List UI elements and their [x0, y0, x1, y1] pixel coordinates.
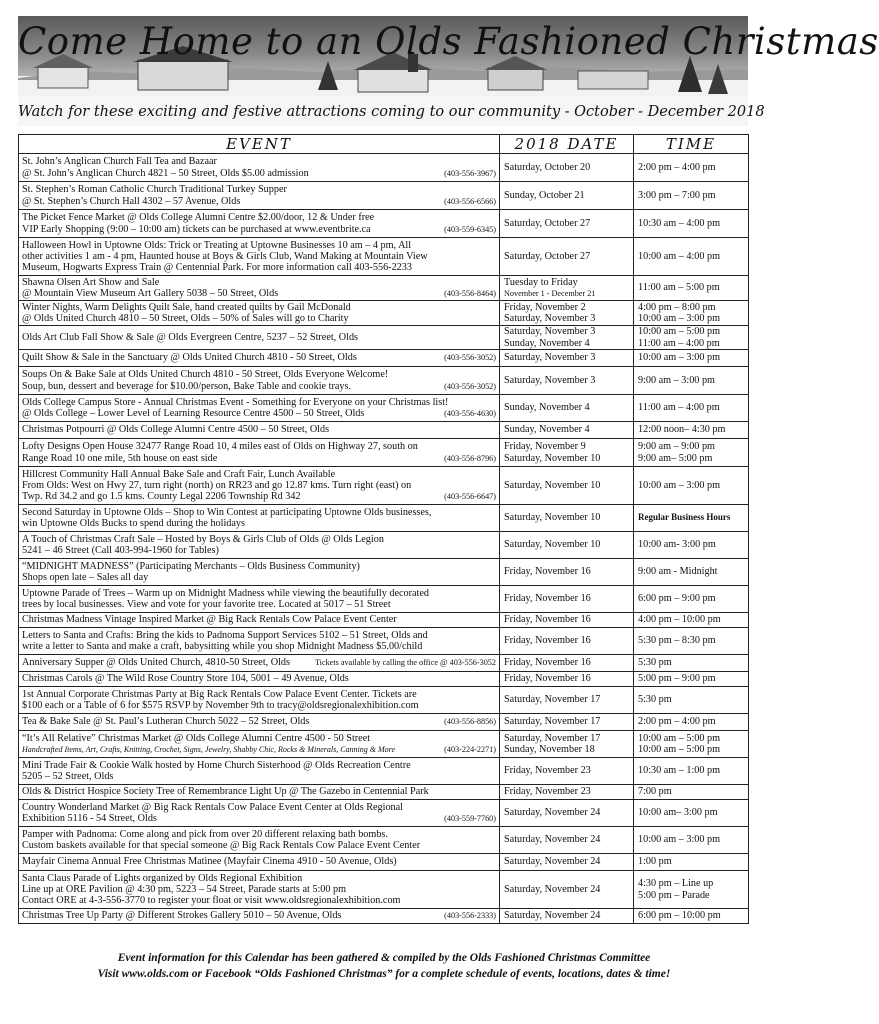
table-row	[19, 687, 749, 714]
table-row	[19, 210, 749, 238]
event-cell	[19, 276, 500, 301]
footer-line-2: Visit www.olds.com or Facebook “Olds Fashioned Christmas” for a complete schedule of events, locations, dates & time!	[97, 968, 671, 980]
time-cell	[634, 505, 749, 532]
date-cell	[500, 655, 634, 672]
date-line: Friday, November 16	[504, 673, 591, 685]
event-line: Santa Claus Parade of Lights organized by Olds Regional Exhibition	[22, 872, 303, 884]
table-row	[19, 827, 749, 854]
table-header-row	[19, 135, 749, 154]
table-row	[19, 731, 749, 758]
event-line: write a letter to Santa and make a craft, babysitting while you shop Midnight Madness $5.00/child	[22, 641, 423, 652]
table-row	[19, 505, 749, 532]
date-cell	[500, 714, 634, 731]
event-line: Twp. Rd 34.2 and go 1.5 kms. County Legal 2206 Township Rd 342	[22, 491, 301, 503]
date-cell	[500, 731, 634, 758]
time-cell	[634, 154, 749, 182]
event-line: Contact ORE at 4-3-556-3770 to register your float or visit www.oldsregionalexhibition.com	[22, 895, 401, 907]
banner-title: Come Home to an Olds Fashioned Christmas	[18, 20, 879, 63]
date-line: Saturday, November 24	[504, 807, 601, 819]
time-cell	[634, 687, 749, 714]
date-line: Friday, November 23	[504, 786, 591, 798]
phone-number: (403-556-4630)	[444, 409, 496, 418]
date-cell	[500, 687, 634, 714]
event-line: A Touch of Christmas Craft Sale – Hosted by Boys & Girls Club of Olds @ Olds Legion	[22, 533, 384, 545]
time-line: 5:30 pm	[638, 657, 672, 669]
time-cell	[634, 672, 749, 687]
event-line: @ St. John’s Anglican Church 4821 – 50 Street, Olds $5.00 admission	[22, 167, 309, 179]
date-line: Saturday, November 24	[504, 910, 601, 922]
event-line: Winter Nights, Warm Delights Quilt Sale, hand created quilts by Gail McDonald	[22, 301, 351, 313]
phone-number: (403-556-6566)	[444, 196, 496, 206]
event-line: St. John’s Anglican Church Fall Tea and Bazaar	[22, 156, 217, 168]
time-line: 5:30 pm – 8:30 pm	[638, 635, 716, 647]
event-line: Christmas Carols @ The Wild Rose Country Store 104, 5001 – 49 Avenue, Olds	[22, 673, 349, 685]
date-line: Saturday, October 20	[504, 161, 591, 173]
table-row	[19, 800, 749, 827]
event-cell	[19, 871, 500, 909]
date-cell	[500, 628, 634, 655]
table-row	[19, 422, 749, 439]
event-cell	[19, 672, 500, 687]
time-line: 6:00 pm – 9:00 pm	[638, 593, 716, 605]
phone-number: (403-556-2333)	[444, 911, 496, 921]
event-line: Museum, Hogwarts Express Train @ Centennial Park. For more information call 403-556-2233	[22, 262, 412, 274]
header-time: TIME	[634, 135, 749, 154]
event-line: @ Olds College – Lower Level of Learning Resource Centre 4500 – 50 Street, Olds	[22, 408, 365, 419]
time-cell	[634, 909, 749, 924]
event-cell	[19, 758, 500, 785]
time-cell	[634, 785, 749, 800]
event-line: Second Saturday in Uptowne Olds – Shop to Win Contest at participating Uptowne Olds businesses,	[22, 506, 432, 518]
time-cell	[634, 827, 749, 854]
header-date: 2018 DATE	[500, 135, 634, 154]
date-line: Friday, November 16	[504, 566, 591, 578]
time-cell	[634, 326, 749, 350]
event-cell	[19, 467, 500, 505]
date-cell	[500, 301, 634, 326]
date-cell	[500, 422, 634, 439]
date-line: Friday, November 16	[504, 657, 591, 669]
time-cell	[634, 800, 749, 827]
date-line: Saturday, November 24	[504, 883, 601, 895]
footer-line-1: Event information for this Calendar has been gathered & compiled by the Olds Fashioned Christmas Committee	[117, 952, 651, 964]
date-cell	[500, 350, 634, 367]
phone-number: (403-556-3052)	[444, 381, 496, 391]
time-line: 4:00 pm – 8:00 pm	[638, 301, 716, 313]
time-line: 2:00 pm – 4:00 pm	[638, 161, 716, 173]
time-line: 5:00 pm – Parade	[638, 889, 710, 901]
date-line: Friday, November 23	[504, 765, 591, 777]
event-cell	[19, 854, 500, 871]
date-line: Saturday, October 27	[504, 250, 591, 262]
time-cell	[634, 714, 749, 731]
table-row	[19, 586, 749, 613]
event-line: Quilt Show & Sale in the Sanctuary @ Olds United Church 4810 - 50 Street, Olds	[22, 352, 357, 364]
time-line: 11:00 am – 5:00 pm	[638, 282, 720, 294]
event-line: Hillcrest Community Hall Annual Bake Sale and Craft Fair, Lunch Available	[22, 468, 336, 480]
event-line: Soups On & Bake Sale at Olds United Church 4810 - 50 Street, Olds Everyone Welcome!	[22, 369, 389, 381]
time-cell	[634, 655, 749, 672]
event-line: Christmas Madness Vintage Inspired Market @ Big Rack Rentals Cow Palace Event Center	[22, 614, 397, 626]
event-cell	[19, 559, 500, 586]
event-line: 1st Annual Corporate Christmas Party at Big Rack Rentals Cow Palace Event Center. Tickets are	[22, 688, 417, 700]
table-row	[19, 559, 749, 586]
phone-number: (403-556-3052)	[444, 353, 496, 363]
date-line: Saturday, November 3	[504, 352, 596, 364]
time-line: 4:00 pm – 10:00 pm	[638, 614, 721, 626]
date-cell	[500, 827, 634, 854]
date-line: Saturday, November 17	[504, 732, 601, 744]
event-cell	[19, 505, 500, 532]
date-cell	[500, 326, 634, 350]
date-line: Saturday, November 10	[504, 479, 601, 491]
time-line: 10:00 am – 3:00 pm	[638, 479, 721, 491]
event-line: Shawna Olsen Art Show and Sale	[22, 276, 160, 288]
date-line: Saturday, November 17	[504, 716, 601, 728]
date-line: Saturday, November 17	[504, 694, 601, 706]
event-cell	[19, 238, 500, 276]
event-line: Soup, bun, dessert and beverage for $10.00/person, Bake Table and cookie trays.	[22, 380, 351, 392]
date-cell	[500, 854, 634, 871]
table-row	[19, 326, 749, 350]
time-line: 10:00 am – 5:00 pm	[638, 326, 721, 338]
time-cell	[634, 854, 749, 871]
time-line: 5:00 pm – 9:00 pm	[638, 673, 716, 685]
time-cell	[634, 439, 749, 467]
event-line: Anniversary Supper @ Olds United Church, 4810-50 Street, Olds	[22, 657, 290, 669]
date-cell	[500, 586, 634, 613]
table-row	[19, 871, 749, 909]
event-cell	[19, 301, 500, 326]
phone-number: (403-559-6345)	[444, 224, 496, 234]
phone-number: Tickets available by calling the office @ 403-556-3052	[314, 658, 496, 668]
time-cell	[634, 182, 749, 210]
event-cell	[19, 586, 500, 613]
time-line: 1:00 pm	[638, 856, 672, 868]
date-cell	[500, 871, 634, 909]
time-line: 10:30 am – 1:00 pm	[638, 765, 721, 777]
date-line: Saturday, October 27	[504, 217, 591, 229]
header-event: EVENT	[19, 135, 500, 154]
date-cell	[500, 238, 634, 276]
time-line: 4:30 pm – Line up	[638, 878, 714, 890]
date-line: Sunday, November 4	[504, 402, 590, 414]
event-line: 5205 – 52 Street, Olds	[22, 771, 114, 782]
events-table-body	[19, 154, 749, 924]
event-cell	[19, 532, 500, 559]
time-line: 10:00 am – 3:00 pm	[638, 352, 721, 364]
date-line: Tuesday to Friday	[504, 276, 578, 288]
event-line: Country Wonderland Market @ Big Rack Rentals Cow Palace Event Center at Olds Regional	[22, 801, 403, 813]
date-cell	[500, 276, 634, 301]
event-line: Mayfair Cinema Annual Free Christmas Matinee (Mayfair Cinema 4910 - 50 Avenue, Olds)	[22, 856, 397, 868]
time-line: 10:00 am– 3:00 pm	[638, 807, 718, 819]
date-line: Friday, November 2	[504, 301, 586, 313]
event-line: Christmas Potpourri @ Olds College Alumni Centre 4500 – 50 Street, Olds	[22, 424, 330, 436]
event-cell	[19, 350, 500, 367]
event-line: Olds & District Hospice Society Tree of Remembrance Light Up @ The Gazebo in Centennial Park	[22, 786, 429, 798]
event-cell	[19, 182, 500, 210]
phone-number: (403-556-8796)	[444, 453, 496, 463]
date-cell	[500, 613, 634, 628]
time-cell	[634, 367, 749, 395]
event-cell	[19, 800, 500, 827]
event-line: “MIDNIGHT MADNESS” (Participating Merchants – Olds Business Community)	[22, 560, 360, 572]
table-row	[19, 182, 749, 210]
event-cell	[19, 628, 500, 655]
event-line: “It’s All Relative” Christmas Market @ Olds College Alumni Centre 4500 - 50 Street	[22, 732, 371, 744]
time-line: 9:00 am – 9:00 pm	[638, 441, 715, 453]
date-line: Saturday, November 3	[504, 374, 596, 386]
event-line: @ Mountain View Museum Art Gallery 5038 – 50 Street, Olds	[22, 288, 279, 299]
event-cell	[19, 613, 500, 628]
event-line: other activities 1 am - 4 pm, Haunted house at Boys & Girls Club, Wand Making at Mountain View	[22, 250, 428, 262]
event-cell	[19, 714, 500, 731]
date-cell	[500, 154, 634, 182]
event-line: Tea & Bake Sale @ St. Paul’s Lutheran Church 5022 – 52 Street, Olds	[22, 716, 310, 728]
table-row	[19, 909, 749, 924]
time-cell	[634, 238, 749, 276]
time-cell	[634, 731, 749, 758]
time-line: 12:00 noon– 4:30 pm	[638, 424, 726, 436]
event-cell	[19, 422, 500, 439]
table-row	[19, 854, 749, 871]
banner-subtitle: Watch for these exciting and festive attractions coming to our community - October - December 2018	[18, 104, 765, 120]
event-line: @ St. Stephen’s Church Hall 4302 – 57 Avenue, Olds	[22, 195, 241, 207]
time-cell	[634, 871, 749, 909]
event-line: @ Olds United Church 4810 – 50 Street, Olds – 50% of Sales will go to Charity	[22, 313, 349, 324]
phone-number: (403-556-6647)	[444, 492, 496, 502]
table-row	[19, 301, 749, 326]
time-cell	[634, 350, 749, 367]
event-cell	[19, 439, 500, 467]
date-line: Saturday, November 10	[504, 539, 601, 551]
time-line: 9:00 am– 5:00 pm	[638, 452, 713, 464]
event-line: Christmas Tree Up Party @ Different Strokes Gallery 5010 – 50 Avenue, Olds	[22, 910, 342, 922]
event-cell	[19, 687, 500, 714]
event-cell	[19, 731, 500, 758]
date-line: Sunday, November 18	[504, 744, 595, 755]
event-cell	[19, 210, 500, 238]
event-line: Handcrafted Items, Art, Crafts, Knitting, Crochet, Signs, Jewelry, Shabby Chic, Rocks & Minerals, Canning & More	[22, 745, 396, 754]
time-line: 9:00 am - Midnight	[638, 566, 718, 578]
date-line: Friday, November 16	[504, 635, 591, 647]
time-line: 7:00 pm	[638, 786, 672, 798]
header-banner	[18, 16, 879, 126]
table-row	[19, 350, 749, 367]
date-line: Saturday, November 3	[504, 326, 596, 338]
date-cell	[500, 532, 634, 559]
date-cell	[500, 439, 634, 467]
table-row	[19, 655, 749, 672]
date-line: Sunday, November 4	[504, 337, 590, 349]
event-cell	[19, 395, 500, 422]
event-line: St. Stephen’s Roman Catholic Church Traditional Turkey Supper	[22, 184, 287, 196]
event-line: Mini Trade Fair & Cookie Walk hosted by Home Church Sisterhood @ Olds Recreation Centre	[22, 759, 411, 771]
time-line: 3:00 pm – 7:00 pm	[638, 189, 716, 201]
date-cell	[500, 467, 634, 505]
event-line: The Picket Fence Market @ Olds College Alumni Centre $2.00/door, 12 & Under free	[22, 212, 375, 224]
event-line: Line up at ORE Pavilion @ 4:30 pm, 5223 – 54 Street, Parade starts at 5:00 pm	[22, 883, 347, 895]
table-row	[19, 532, 749, 559]
time-line: 2:00 pm – 4:00 pm	[638, 716, 716, 728]
table-row	[19, 714, 749, 731]
event-line: Letters to Santa and Crafts: Bring the kids to Padnoma Support Services 5102 – 51 Street, Olds and	[22, 629, 428, 641]
time-line: 11:00 am – 4:00 pm	[638, 337, 720, 349]
date-line: Sunday, November 4	[504, 424, 590, 436]
event-cell	[19, 154, 500, 182]
time-line: 10:00 am – 5:00 pm	[638, 732, 721, 744]
table-row	[19, 613, 749, 628]
table-row	[19, 628, 749, 655]
table-row	[19, 367, 749, 395]
footer	[0, 950, 768, 982]
event-line: Olds Art Club Fall Show & Sale @ Olds Evergreen Centre, 5237 – 52 Street, Olds	[22, 331, 359, 343]
date-line: November 1 - December 21	[504, 289, 596, 298]
date-cell	[500, 785, 634, 800]
event-line: Lofty Designs Open House 32477 Range Road 10, 4 miles east of Olds on Highway 27, south on	[22, 441, 418, 453]
date-line: Saturday, November 3	[504, 313, 596, 324]
time-cell	[634, 532, 749, 559]
time-line: 10:00 am – 5:00 pm	[638, 744, 721, 755]
time-cell	[634, 301, 749, 326]
time-cell	[634, 758, 749, 785]
date-line: Saturday, November 24	[504, 856, 601, 868]
event-line: From Olds: West on Hwy 27, turn right (north) on RR23 and go 12.87 kms. Turn right (east) on	[22, 479, 412, 491]
date-line: Friday, November 9	[504, 441, 586, 453]
event-line: win Uptowne Olds Bucks to spend during the holidays	[22, 518, 245, 529]
event-cell	[19, 326, 500, 350]
time-cell	[634, 210, 749, 238]
table-row	[19, 395, 749, 422]
date-line: Saturday, November 24	[504, 834, 601, 846]
phone-number: (403-556-8856)	[444, 717, 496, 727]
event-cell	[19, 909, 500, 924]
phone-number: (403-556-3967)	[444, 168, 496, 178]
time-line: 10:00 am – 3:00 pm	[638, 834, 721, 846]
event-cell	[19, 367, 500, 395]
event-line: Exhibition 5116 - 54 Street, Olds	[22, 813, 157, 824]
time-cell	[634, 613, 749, 628]
event-line: Halloween Howl in Uptowne Olds: Trick or Treating at Uptowne Businesses 10 am – 4 pm, All	[22, 239, 412, 251]
date-cell	[500, 210, 634, 238]
time-cell	[634, 422, 749, 439]
table-row	[19, 154, 749, 182]
table-row	[19, 238, 749, 276]
event-line: $100 each or a Table of 6 for $575 RSVP by November 9th to tracy@oldsregionalexhibition.com	[22, 700, 419, 711]
table-row	[19, 276, 749, 301]
time-cell	[634, 395, 749, 422]
date-cell	[500, 800, 634, 827]
table-row	[19, 439, 749, 467]
time-line: 10:00 am – 3:00 pm	[638, 313, 721, 324]
time-line: 10:30 am – 4:00 pm	[638, 217, 721, 229]
events-table	[18, 134, 749, 924]
event-line: Shops open late – Sales all day	[22, 572, 149, 583]
time-line: Regular Business Hours	[638, 512, 731, 523]
date-cell	[500, 182, 634, 210]
time-line: 9:00 am – 3:00 pm	[638, 374, 715, 386]
event-line: 5241 – 46 Street (Call 403-994-1960 for Tables)	[22, 545, 219, 556]
phone-number: (403-559-7760)	[444, 814, 496, 823]
phone-number: (403-556-8464)	[444, 289, 496, 298]
time-cell	[634, 586, 749, 613]
event-cell	[19, 785, 500, 800]
date-line: Sunday, October 21	[504, 189, 585, 201]
event-cell	[19, 827, 500, 854]
date-cell	[500, 505, 634, 532]
date-cell	[500, 909, 634, 924]
event-line: Custom baskets available for that special someone @ Big Rack Rentals Cow Palace Event Center	[22, 840, 421, 851]
event-line: Olds College Campus Store - Annual Christmas Event - Something for Everyone on your Christmas list!	[22, 396, 449, 408]
event-cell	[19, 655, 500, 672]
date-cell	[500, 672, 634, 687]
date-line: Friday, November 16	[504, 593, 591, 605]
date-line: Saturday, November 10	[504, 512, 601, 524]
time-line: 10:00 am – 4:00 pm	[638, 250, 721, 262]
date-line: Saturday, November 10	[504, 452, 601, 464]
time-cell	[634, 467, 749, 505]
date-cell	[500, 367, 634, 395]
phone-number: (403-224-2271)	[444, 745, 496, 754]
time-line: 5:30 pm	[638, 694, 672, 706]
table-row	[19, 672, 749, 687]
table-row	[19, 785, 749, 800]
event-line: VIP Early Shopping (9:00 – 10:00 am) tickets can be purchased at www.eventbrite.ca	[22, 223, 371, 235]
time-line: 6:00 pm – 10:00 pm	[638, 910, 721, 922]
date-cell	[500, 395, 634, 422]
event-line: Pamper with Padnoma: Come along and pick from over 20 different relaxing bath bombs.	[22, 828, 388, 840]
table-row	[19, 467, 749, 505]
time-cell	[634, 628, 749, 655]
time-line: 11:00 am – 4:00 pm	[638, 402, 720, 414]
time-line: 10:00 am- 3:00 pm	[638, 539, 716, 551]
event-line: Range Road 10 one mile, 5th house on east side	[22, 452, 218, 464]
time-cell	[634, 276, 749, 301]
table-row	[19, 758, 749, 785]
event-line: Uptowne Parade of Trees – Warm up on Midnight Madness while viewing the beautifully decorated	[22, 587, 429, 599]
time-cell	[634, 559, 749, 586]
date-cell	[500, 559, 634, 586]
date-cell	[500, 758, 634, 785]
date-line: Friday, November 16	[504, 614, 591, 626]
event-line: trees by local businesses. View and vote for your favorite tree. Located at 5017 – 51 Street	[22, 599, 391, 610]
